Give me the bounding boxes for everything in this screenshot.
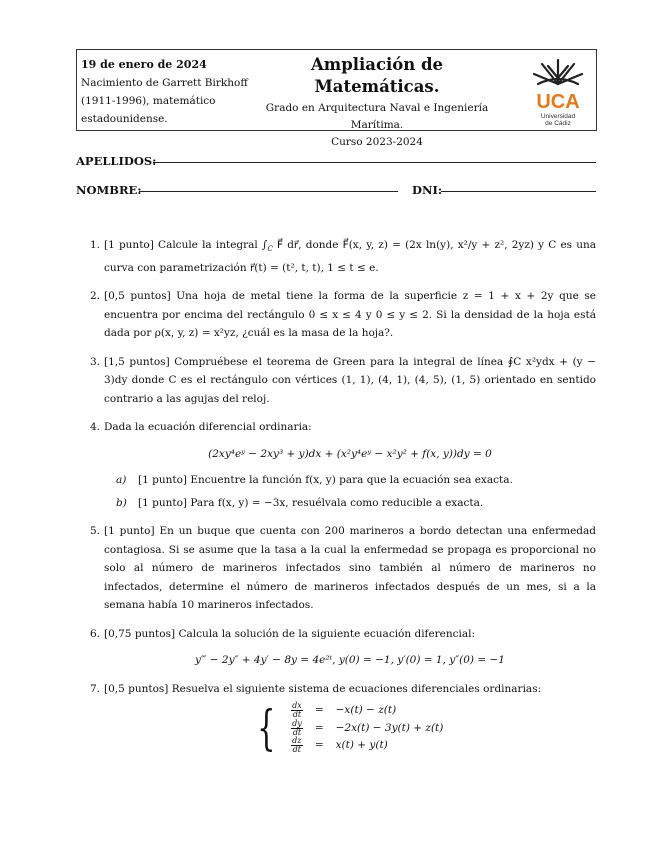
system-row	[285, 720, 449, 738]
problem-item	[76, 418, 596, 512]
frac-num: dz	[292, 736, 302, 746]
problem-number: 6.	[90, 627, 101, 640]
exam-header	[76, 49, 597, 148]
rhs: −2x(t) − 3y(t) + z(t)	[335, 721, 444, 734]
problem-item	[76, 522, 596, 615]
subpart-points: [1 punto]	[138, 474, 187, 487]
problem-item	[76, 625, 596, 670]
equals: =	[314, 704, 324, 717]
problem-text: Una hoja de metal tiene la forma de la superficie z = 1 + x + 2y que se encuentra por encima del rectángulo 0 ≤ x ≤ 4 y 0 ≤ y ≤ 2. Si la densidad de la hoja está dada por ρ(x, y, z) = x²yz, ¿cuál es la masa de la hoja?.	[104, 290, 596, 340]
subpart-item	[104, 471, 596, 490]
problem-points: [1 punto]	[104, 525, 155, 538]
problem-number: 3.	[90, 355, 101, 368]
problem-points: [1 punto]	[104, 239, 154, 251]
exam-title: Ampliación de Matemáticas.	[310, 55, 444, 96]
subpart-text: Encuentre la función f(x, y) para que la ecuación sea exacta.	[190, 474, 513, 487]
uca-emblem-icon	[528, 54, 588, 128]
name-label: NOMBRE:	[76, 183, 142, 197]
frac-den: dt	[292, 727, 302, 737]
equation: (2xy⁴eʸ − 2xy³ + y)dx + (x²y⁴eʸ − x²y² + f(x, y))dy = 0	[208, 447, 492, 460]
problem-item	[76, 353, 596, 409]
degree-line: Grado en Arquitectura Naval e Ingeniería	[265, 102, 489, 114]
problem-number: 2.	[90, 290, 101, 303]
logo-text: UCA	[536, 91, 580, 113]
problem-text: F⃗ dr⃗, donde F⃗(x, y, z) = (2x ln(y), x²/y + z², 2yz) y C es una curva con parametrización r⃗(t) = (t², t, t), 1 ≤ t ≤ e.	[104, 239, 597, 274]
frac-num: dx	[292, 701, 302, 711]
frac-num: dy	[292, 718, 302, 728]
system-row	[285, 702, 449, 720]
rhs: x(t) + y(t)	[335, 739, 388, 752]
problem-text: En un buque que cuenta con 200 marineros a bordo detectan una enfermedad contagiosa. Si se asume que la tasa a la cual la enfermedad se propaga es proporcional no solo al número de marineros infectados sino también al número de marineros no infectados, determine el número de marineros infectados después de un mes, si a la semana había 10 marineros infectados.	[104, 525, 597, 612]
subpart-item	[104, 494, 596, 513]
equals: =	[314, 721, 324, 734]
logo-subtitle: Universidad	[540, 113, 576, 120]
brace: {	[256, 700, 276, 757]
exam-date: 19 de enero de 2024	[81, 58, 207, 71]
university-logo	[528, 54, 588, 128]
problem-number: 4.	[90, 421, 101, 434]
problem-text: Calcule la integral ∫	[158, 239, 268, 251]
course-year: Curso 2023-2024	[331, 136, 423, 148]
equation-system	[104, 702, 596, 755]
degree-line: Marítima.	[350, 119, 404, 131]
id-label: DNI:	[412, 183, 443, 197]
subpart-points: [1 punto]	[138, 496, 187, 509]
problem-item	[76, 287, 596, 343]
surname-label: APELLIDOS:	[76, 154, 157, 168]
id-field[interactable]	[441, 181, 596, 192]
name-field[interactable]	[139, 181, 398, 192]
problem-number: 7.	[90, 682, 101, 695]
subpart-text: Para f(x, y) = −3x, resuélvala como reducible a exacta.	[190, 496, 484, 509]
problem-text: Dada la ecuación diferencial ordinaria:	[104, 421, 312, 434]
subpart-label: b)	[116, 496, 127, 509]
problem-number: 1.	[90, 239, 101, 251]
header-title-block	[247, 54, 507, 151]
problem-points: [0,5 puntos]	[104, 682, 169, 695]
derivative	[291, 737, 302, 754]
derivative	[291, 720, 303, 737]
problem-list	[76, 236, 596, 765]
equation: y‴ − 2y″ + 4y′ − 8y = 4e²ᵗ, y(0) = −1, y′(0) = 1, y″(0) = −1	[195, 654, 505, 667]
logo-subtitle: de Cádiz	[545, 120, 571, 127]
rhs: −x(t) − z(t)	[335, 704, 397, 717]
problem-points: [0,5 puntos]	[104, 290, 171, 303]
problem-number: 5.	[90, 525, 101, 538]
header-note	[81, 56, 261, 128]
frac-den: dt	[292, 710, 302, 720]
system-row	[285, 737, 449, 755]
problem-points: [0,75 puntos]	[104, 627, 176, 640]
problem-points: [1,5 puntos]	[104, 355, 170, 368]
subpart-label: a)	[116, 474, 127, 487]
note-line: (1911-1996), matemático	[81, 95, 216, 107]
problem-item: 1. [1 punto] Calcule la integral $\int_C$ F⃗ dr⃗, donde F⃗(x, y, z) = (2x ln(y), x²/y + z², 2yz) y C es una curva con parametrización r⃗(t) = (t², t, t), 1 ≤ t ≤ e.	[76, 236, 596, 277]
frac-den: dt	[292, 745, 302, 755]
surname-field[interactable]	[153, 152, 596, 163]
problem-item	[76, 680, 596, 755]
note-line: estadounidense.	[81, 113, 168, 125]
derivative	[291, 702, 303, 719]
note-line: Nacimiento de Garrett Birkhoff	[81, 77, 248, 89]
problem-text: Compruébese el teorema de Green para la integral de línea ∮C x²ydx + (y − 3)dy donde C es el rectángulo con vértices (1, 1), (4, 1), (4, 5), (1, 5) orientado en sentido contrario a las agujas del reloj.	[104, 355, 597, 405]
equals: =	[314, 739, 324, 752]
problem-text: Resuelva el siguiente sistema de ecuaciones diferenciales ordinarias:	[171, 682, 542, 695]
problem-text: Calcula la solución de la siguiente ecuación diferencial:	[178, 627, 476, 640]
system-table	[285, 702, 449, 755]
